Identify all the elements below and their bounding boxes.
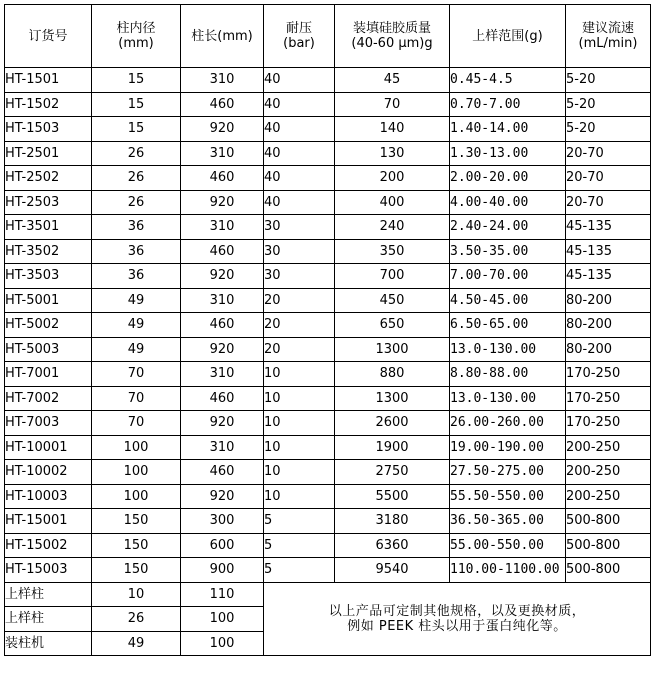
table-cell: 15: [92, 92, 181, 117]
table-cell: 600: [181, 533, 264, 558]
table-row: [5, 288, 651, 313]
table-cell: 10: [92, 582, 181, 607]
table-cell: HT-15001: [5, 509, 92, 534]
table-cell: 36: [92, 264, 181, 289]
table-cell: 49: [92, 631, 181, 656]
table-body: [5, 68, 651, 583]
table-cell: 310: [181, 435, 264, 460]
table-cell: 650: [335, 313, 450, 338]
table-cell: 10: [264, 411, 335, 436]
table-cell: 460: [181, 313, 264, 338]
table-cell: 20: [264, 288, 335, 313]
table-cell: 5-20: [566, 92, 651, 117]
table-cell: 15: [92, 68, 181, 93]
note-line: 以上产品可定制其他规格，以及更换材质，: [328, 603, 586, 619]
table-cell: 40: [264, 117, 335, 142]
table-cell: 10: [264, 386, 335, 411]
table-row: [5, 68, 651, 93]
header-cell: 耐压 (bar): [264, 5, 335, 68]
table-cell: 30: [264, 239, 335, 264]
table-cell: 880: [335, 362, 450, 387]
table-cell: 13.0-130.00: [450, 386, 566, 411]
table-cell: 80-200: [566, 337, 651, 362]
table-cell: HT-3502: [5, 239, 92, 264]
table-cell: 80-200: [566, 313, 651, 338]
table-cell: 3180: [335, 509, 450, 534]
table-cell: 100: [181, 631, 264, 656]
table-cell: 20: [264, 313, 335, 338]
table-cell: 200-250: [566, 460, 651, 485]
table-cell: 26: [92, 607, 181, 632]
table-cell: 310: [181, 362, 264, 387]
table-cell: 5: [264, 509, 335, 534]
table-cell: 310: [181, 68, 264, 93]
table-cell: HT-1503: [5, 117, 92, 142]
table-cell: 5-20: [566, 117, 651, 142]
table-cell: 19.00-190.00: [450, 435, 566, 460]
table-cell: 310: [181, 141, 264, 166]
table-cell: 70: [92, 386, 181, 411]
table-cell: 10: [264, 484, 335, 509]
table-cell: 20-70: [566, 166, 651, 191]
table-cell: 49: [92, 313, 181, 338]
table-cell: 460: [181, 460, 264, 485]
table-cell: 20-70: [566, 141, 651, 166]
table-cell: 150: [92, 509, 181, 534]
table-row: [5, 215, 651, 240]
table-cell: 400: [335, 190, 450, 215]
table-cell: 上样柱: [5, 607, 92, 632]
table-cell: 5: [264, 533, 335, 558]
table-cell: 0.45-4.5: [450, 68, 566, 93]
table-cell: 350: [335, 239, 450, 264]
table-cell: HT-5001: [5, 288, 92, 313]
table-cell: 7.00-70.00: [450, 264, 566, 289]
table-cell: 150: [92, 558, 181, 583]
table-cell: 1900: [335, 435, 450, 460]
table-cell: 55.00-550.00: [450, 533, 566, 558]
table-row: [5, 558, 651, 583]
table-cell: 460: [181, 166, 264, 191]
table-cell: HT-1502: [5, 92, 92, 117]
table-cell: 70: [92, 362, 181, 387]
table-cell: 240: [335, 215, 450, 240]
table-cell: 45: [335, 68, 450, 93]
table-cell: 1.40-14.00: [450, 117, 566, 142]
table-cell: 5-20: [566, 68, 651, 93]
table-cell: 30: [264, 264, 335, 289]
table-cell: 26: [92, 190, 181, 215]
customization-note: [264, 582, 651, 656]
table-cell: 170-250: [566, 411, 651, 436]
table-cell: 13.0-130.00: [450, 337, 566, 362]
table-cell: 20: [264, 337, 335, 362]
table-cell: 26: [92, 166, 181, 191]
header-cell: 订货号: [5, 5, 92, 68]
table-cell: 40: [264, 190, 335, 215]
table-cell: HT-5002: [5, 313, 92, 338]
table-cell: 450: [335, 288, 450, 313]
table-cell: 920: [181, 264, 264, 289]
table-cell: 200-250: [566, 435, 651, 460]
table-row: [5, 190, 651, 215]
table-cell: 2600: [335, 411, 450, 436]
table-cell: 100: [92, 460, 181, 485]
table-cell: 20-70: [566, 190, 651, 215]
table-cell: HT-10003: [5, 484, 92, 509]
table-cell: 460: [181, 239, 264, 264]
table-cell: HT-3501: [5, 215, 92, 240]
table-cell: 装柱机: [5, 631, 92, 656]
table-cell: HT-2501: [5, 141, 92, 166]
table-cell: 9540: [335, 558, 450, 583]
table-row: [5, 411, 651, 436]
table-cell: 100: [92, 484, 181, 509]
table-cell: 70: [92, 411, 181, 436]
table-cell: 170-250: [566, 362, 651, 387]
table-cell: 3.50-35.00: [450, 239, 566, 264]
table-cell: 920: [181, 117, 264, 142]
table-row: [5, 239, 651, 264]
table-row: [5, 166, 651, 191]
table-cell: 460: [181, 386, 264, 411]
table-cell: 80-200: [566, 288, 651, 313]
accessory-row: [5, 582, 651, 607]
table-row: [5, 141, 651, 166]
table-cell: HT-1501: [5, 68, 92, 93]
table-cell: 0.70-7.00: [450, 92, 566, 117]
table-cell: 900: [181, 558, 264, 583]
table-cell: 4.50-45.00: [450, 288, 566, 313]
table-cell: 1.30-13.00: [450, 141, 566, 166]
table-cell: 2750: [335, 460, 450, 485]
table-cell: 200: [335, 166, 450, 191]
table-cell: 170-250: [566, 386, 651, 411]
spec-table: [4, 4, 651, 656]
header-cell: 装填硅胶质量 (40-60 μm)g: [335, 5, 450, 68]
table-cell: HT-10002: [5, 460, 92, 485]
table-cell: 310: [181, 215, 264, 240]
table-cell: 45-135: [566, 239, 651, 264]
table-cell: 460: [181, 92, 264, 117]
table-cell: 10: [264, 362, 335, 387]
table-cell: 40: [264, 92, 335, 117]
table-row: [5, 484, 651, 509]
table-cell: 140: [335, 117, 450, 142]
table-cell: 1300: [335, 337, 450, 362]
table-row: [5, 362, 651, 387]
table-cell: 27.50-275.00: [450, 460, 566, 485]
table-cell: 920: [181, 484, 264, 509]
table-cell: 200-250: [566, 484, 651, 509]
table-cell: 8.80-88.00: [450, 362, 566, 387]
table-cell: 45-135: [566, 264, 651, 289]
table-cell: 5500: [335, 484, 450, 509]
table-cell: 920: [181, 337, 264, 362]
table-cell: 15: [92, 117, 181, 142]
table-row: [5, 509, 651, 534]
header-cell: 柱内径 (mm): [92, 5, 181, 68]
table-row: [5, 460, 651, 485]
table-cell: 6360: [335, 533, 450, 558]
table-cell: HT-15002: [5, 533, 92, 558]
table-cell: 130: [335, 141, 450, 166]
table-cell: 500-800: [566, 533, 651, 558]
table-row: [5, 386, 651, 411]
table-cell: HT-7003: [5, 411, 92, 436]
table-cell: 1300: [335, 386, 450, 411]
table-cell: 500-800: [566, 509, 651, 534]
table-cell: 10: [264, 435, 335, 460]
table-cell: 49: [92, 337, 181, 362]
table-cell: 2.40-24.00: [450, 215, 566, 240]
header-cell: 柱长(mm): [181, 5, 264, 68]
table-cell: 300: [181, 509, 264, 534]
note-line: 例如 PEEK 柱头以用于蛋白纯化等。: [347, 618, 567, 634]
table-cell: 40: [264, 141, 335, 166]
table-cell: 40: [264, 68, 335, 93]
table-cell: 5: [264, 558, 335, 583]
table-cell: 920: [181, 190, 264, 215]
table-cell: 2.00-20.00: [450, 166, 566, 191]
table-cell: 36: [92, 239, 181, 264]
header-cell: 上样范围(g): [450, 5, 566, 68]
table-cell: 6.50-65.00: [450, 313, 566, 338]
table-cell: 920: [181, 411, 264, 436]
table-row: [5, 533, 651, 558]
table-cell: 10: [264, 460, 335, 485]
table-row: [5, 337, 651, 362]
table-cell: 500-800: [566, 558, 651, 583]
table-cell: 100: [92, 435, 181, 460]
table-cell: 49: [92, 288, 181, 313]
table-row: [5, 435, 651, 460]
table-cell: 150: [92, 533, 181, 558]
table-cell: 110: [181, 582, 264, 607]
table-cell: 310: [181, 288, 264, 313]
table-cell: 55.50-550.00: [450, 484, 566, 509]
table-row: [5, 264, 651, 289]
table-cell: 26: [92, 141, 181, 166]
table-row: [5, 92, 651, 117]
table-cell: HT-7002: [5, 386, 92, 411]
table-cell: 100: [181, 607, 264, 632]
table-cell: 700: [335, 264, 450, 289]
table-cell: HT-2503: [5, 190, 92, 215]
table-cell: 上样柱: [5, 582, 92, 607]
table-row: [5, 117, 651, 142]
table-cell: HT-2502: [5, 166, 92, 191]
table-row: [5, 313, 651, 338]
table-cell: HT-15003: [5, 558, 92, 583]
table-cell: 110.00-1100.00: [450, 558, 566, 583]
header-row: [5, 5, 651, 68]
table-cell: 45-135: [566, 215, 651, 240]
table-cell: HT-5003: [5, 337, 92, 362]
header-cell: 建议流速 (mL/min): [566, 5, 651, 68]
table-cell: 4.00-40.00: [450, 190, 566, 215]
table-cell: 70: [335, 92, 450, 117]
table-cell: HT-7001: [5, 362, 92, 387]
table-cell: 26.00-260.00: [450, 411, 566, 436]
table-cell: 36.50-365.00: [450, 509, 566, 534]
table-cell: HT-10001: [5, 435, 92, 460]
table-cell: 30: [264, 215, 335, 240]
table-cell: HT-3503: [5, 264, 92, 289]
table-cell: 40: [264, 166, 335, 191]
accessory-body: [5, 582, 651, 656]
table-cell: 36: [92, 215, 181, 240]
